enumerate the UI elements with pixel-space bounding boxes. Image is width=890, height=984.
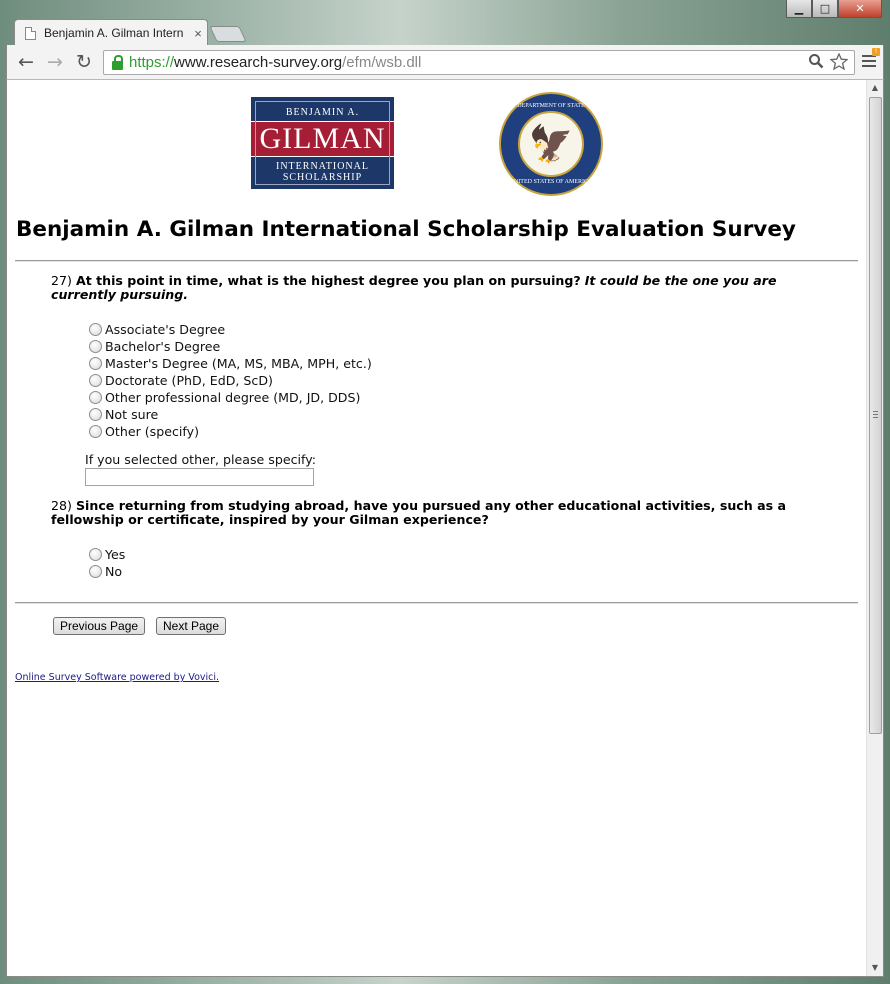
question-27 [51,274,841,302]
option-doctorate[interactable] [89,372,372,389]
divider [15,602,858,604]
gilman-logo [251,97,394,189]
page-viewport [6,80,884,977]
url-path: /efm/wsb.dll [342,54,422,71]
forward-button[interactable]: → [47,51,63,73]
question-28-text: Since returning from studying abroad, have you pursued any other educational activities, such as a fellowship or certificate, inspired by your Gilman experience? [51,498,787,527]
seal-bottom-text: UNITED STATES OF AMERICA [509,179,593,185]
gilman-logo-line1: INTERNATIONAL [276,161,369,172]
maximize-button[interactable]: □ [812,0,838,18]
option-other-professional[interactable] [89,389,372,406]
next-page-button[interactable]: Next Page [156,617,226,635]
question-27-note: It could be the one you are currently pursuing. [51,273,777,302]
previous-page-button[interactable]: Previous Page [53,617,145,635]
tab-close-icon[interactable]: × [194,25,202,41]
new-tab-button[interactable] [209,26,246,42]
url-scheme: https:// [129,54,175,71]
question-28 [51,499,841,527]
minimize-button[interactable]: ▁ [786,0,812,18]
question-27-text: At this point in time, what is the highest degree you plan on pursuing? [75,273,581,288]
lock-icon [112,61,123,70]
seal-top-text: DEPARTMENT OF STATE [517,103,585,109]
option-label: Other (specify) [105,424,199,439]
close-window-button[interactable]: ✕ [838,0,882,18]
eagle-icon: 🦅 [518,111,584,177]
browser-menu-button[interactable] [861,48,878,69]
radio-button[interactable] [89,408,102,421]
specify-label: If you selected other, please specify: [85,452,317,467]
vovici-link[interactable]: Online Survey Software powered by Vovici. [15,672,220,683]
option-label: Yes [105,547,126,562]
option-bachelors[interactable] [89,338,372,355]
page-title: Benjamin A. Gilman International Scholarship Evaluation Survey [16,217,796,242]
address-bar[interactable] [103,50,855,75]
tab-title: Benjamin A. Gilman Intern [44,26,184,40]
radio-button[interactable] [89,323,102,336]
question-28-number: 28) [51,498,72,513]
divider [15,260,858,262]
page-icon [25,27,36,40]
question-28-options [89,546,125,580]
url-host: www.research-survey.org [174,54,343,71]
option-label: Other professional degree (MD, JD, DDS) [105,390,361,405]
bookmark-star-icon[interactable] [830,53,848,75]
option-label: Bachelor's Degree [105,339,221,354]
gilman-logo-line2: SCHOLARSHIP [282,172,363,183]
option-not-sure[interactable] [89,406,372,423]
scrollbar-thumb[interactable] [869,97,882,734]
update-badge-icon: ! [872,48,880,56]
scroll-down-icon[interactable]: ▼ [871,963,879,972]
option-no[interactable] [89,563,125,580]
option-label: Not sure [105,407,159,422]
radio-button[interactable] [89,425,102,438]
radio-button[interactable] [89,391,102,404]
specify-input[interactable] [85,468,314,486]
radio-button[interactable] [89,357,102,370]
option-label: Associate's Degree [105,322,226,337]
radio-button[interactable] [89,548,102,561]
radio-button[interactable] [89,340,102,353]
reload-button[interactable]: ↻ [76,51,92,73]
option-label: No [105,564,123,579]
option-yes[interactable] [89,546,125,563]
gilman-logo-top: BENJAMIN A. [285,107,360,118]
option-associates[interactable] [89,321,372,338]
window-controls [786,0,882,18]
department-of-state-seal [499,92,603,196]
browser-toolbar [6,45,884,80]
radio-button[interactable] [89,374,102,387]
option-masters[interactable] [89,355,372,372]
search-icon[interactable] [808,53,824,75]
option-other-specify[interactable] [89,423,372,440]
option-label: Doctorate (PhD, EdD, ScD) [105,373,273,388]
back-button[interactable]: ← [18,51,34,73]
browser-tab[interactable] [14,19,208,46]
radio-button[interactable] [89,565,102,578]
question-27-number: 27) [51,273,72,288]
vertical-scrollbar[interactable] [866,80,883,976]
question-27-options [89,321,372,440]
option-label: Master's Degree (MA, MS, MBA, MPH, etc.) [105,356,372,371]
gilman-logo-main: GILMAN [251,121,394,157]
scroll-up-icon[interactable]: ▲ [871,83,879,92]
